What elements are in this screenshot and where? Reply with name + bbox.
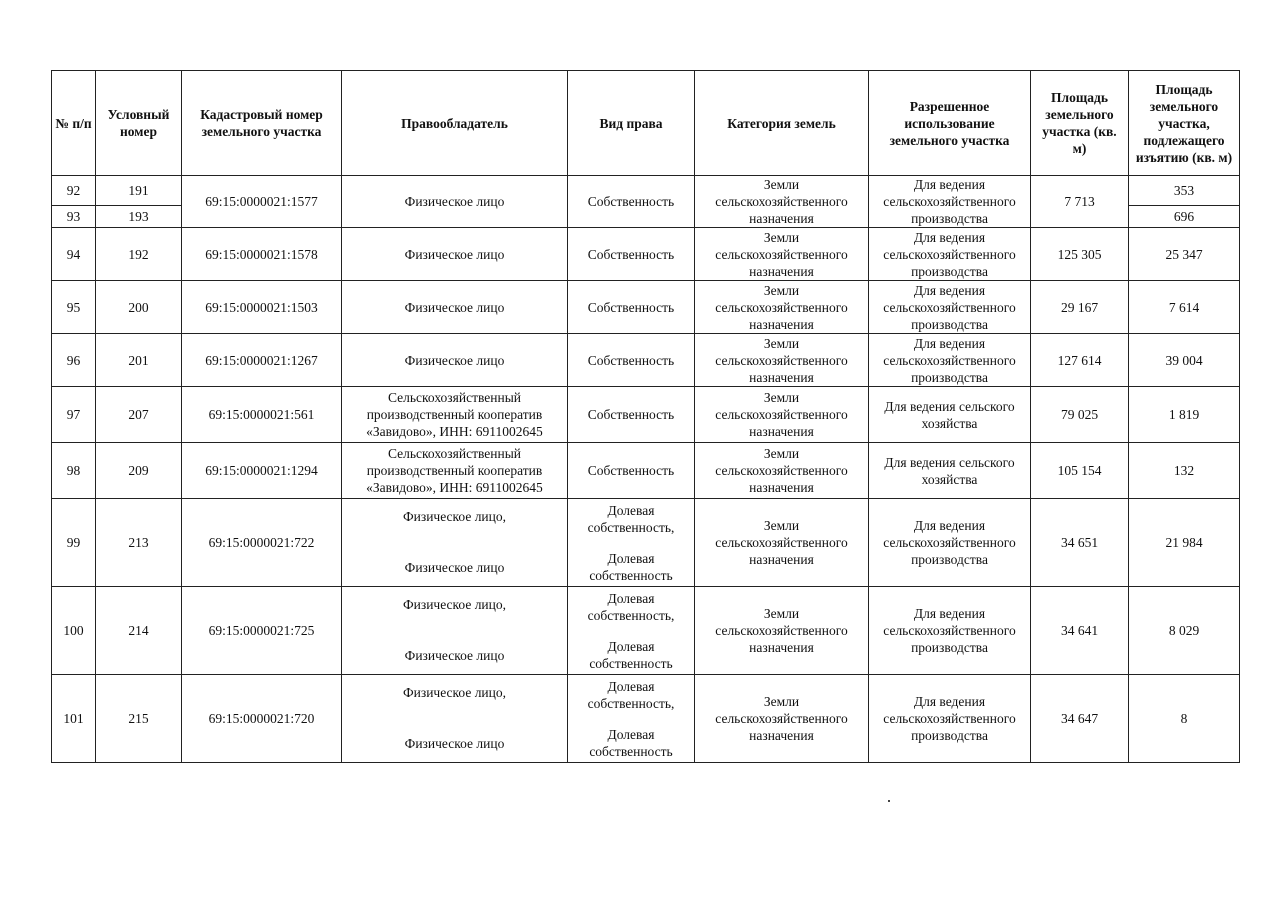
conditional-number: 214 <box>96 587 182 675</box>
table-row <box>52 228 1240 281</box>
owner-first: Физическое лицо, <box>402 684 507 700</box>
land-category: Земли сельскохозяйственного назначения <box>695 443 869 499</box>
table-row <box>52 443 1240 499</box>
owner: Сельскохозяйственный производственный кооператив «Завидово», ИНН: 6911002645 <box>342 387 568 443</box>
permitted-use: Для ведения сельскохозяйственного производства <box>869 675 1031 763</box>
col-header-owner: Правообладатель <box>342 71 568 176</box>
owner <box>342 587 568 675</box>
col-header-cadastral-number: Кадастровый номер земельного участка <box>182 71 342 176</box>
row-number: 94 <box>52 228 96 281</box>
right-type-first: Долевая собственность, <box>587 502 675 535</box>
conditional-number: 201 <box>96 334 182 387</box>
owner: Физическое лицо <box>342 281 568 334</box>
land-category: Земли сельскохозяйственного назначения <box>695 587 869 675</box>
table-row <box>52 334 1240 387</box>
table-row <box>52 675 1240 763</box>
col-header-plot-area: Площадь земельного участка (кв. м) <box>1031 71 1129 176</box>
seized-area: 7 614 <box>1129 281 1240 334</box>
land-category: Земли сельскохозяйственного назначения <box>695 387 869 443</box>
right-type <box>568 499 695 587</box>
permitted-use: Для ведения сельскохозяйственного производства <box>869 334 1031 387</box>
plot-area: 34 651 <box>1031 499 1129 587</box>
owner-second: Физическое лицо <box>404 735 505 751</box>
plot-area: 127 614 <box>1031 334 1129 387</box>
right-type <box>568 675 695 763</box>
seized-area: 39 004 <box>1129 334 1240 387</box>
right-type-second: Долевая собственность <box>589 550 673 583</box>
permitted-use: Для ведения сельскохозяйственного производства <box>869 281 1031 334</box>
right-type: Собственность <box>568 176 695 228</box>
col-header-right-type: Вид права <box>568 71 695 176</box>
cadastral-number: 69:15:0000021:1503 <box>182 281 342 334</box>
land-category: Земли сельскохозяйственного назначения <box>695 228 869 281</box>
permitted-use: Для ведения сельскохозяйственного производства <box>869 499 1031 587</box>
plot-area: 125 305 <box>1031 228 1129 281</box>
cadastral-number: 69:15:0000021:1577 <box>182 176 342 228</box>
row-number: 93 <box>52 205 96 227</box>
permitted-use: Для ведения сельскохозяйственного производства <box>869 176 1031 228</box>
col-header-seized-area: Площадь земельного участка, подлежащего изъятию (кв. м) <box>1129 71 1240 176</box>
cadastral-number: 69:15:0000021:1294 <box>182 443 342 499</box>
owner: Физическое лицо <box>342 334 568 387</box>
cadastral-number: 69:15:0000021:725 <box>182 587 342 675</box>
header-row <box>52 71 1240 176</box>
right-type-second: Долевая собственность <box>589 638 673 671</box>
row-number: 96 <box>52 334 96 387</box>
col-header-conditional-number: Условный номер <box>96 71 182 176</box>
cadastral-number: 69:15:0000021:1267 <box>182 334 342 387</box>
permitted-use: Для ведения сельскохозяйственного производства <box>869 587 1031 675</box>
permitted-use: Для ведения сельского хозяйства <box>869 443 1031 499</box>
table-row <box>52 387 1240 443</box>
owner-second: Физическое лицо <box>404 559 505 575</box>
row-number: 100 <box>52 587 96 675</box>
col-header-permitted-use: Разрешенное использование земельного участка <box>869 71 1031 176</box>
plot-area: 7 713 <box>1031 176 1129 228</box>
table-row <box>52 499 1240 587</box>
conditional-number: 207 <box>96 387 182 443</box>
land-category: Земли сельскохозяйственного назначения <box>695 176 869 228</box>
table-row <box>52 587 1240 675</box>
cadastral-number: 69:15:0000021:722 <box>182 499 342 587</box>
col-header-number: № п/п <box>52 71 96 176</box>
cadastral-number: 69:15:0000021:720 <box>182 675 342 763</box>
right-type: Собственность <box>568 387 695 443</box>
permitted-use: Для ведения сельского хозяйства <box>869 387 1031 443</box>
plot-area: 29 167 <box>1031 281 1129 334</box>
right-type: Собственность <box>568 334 695 387</box>
owner: Физическое лицо <box>342 176 568 228</box>
col-header-land-category: Категория земель <box>695 71 869 176</box>
scan-speck <box>888 800 890 802</box>
plot-area: 105 154 <box>1031 443 1129 499</box>
row-number: 95 <box>52 281 96 334</box>
right-type-first: Долевая собственность, <box>587 678 675 711</box>
owner: Сельскохозяйственный производственный кооператив «Завидово», ИНН: 6911002645 <box>342 443 568 499</box>
land-category: Земли сельскохозяйственного назначения <box>695 281 869 334</box>
seized-area: 8 029 <box>1129 587 1240 675</box>
owner-first: Физическое лицо, <box>402 596 507 612</box>
seized-area: 132 <box>1129 443 1240 499</box>
seized-area: 25 347 <box>1129 228 1240 281</box>
right-type-first: Долевая собственность, <box>587 590 675 623</box>
seized-area: 696 <box>1129 205 1240 227</box>
conditional-number: 215 <box>96 675 182 763</box>
land-category: Земли сельскохозяйственного назначения <box>695 675 869 763</box>
seized-area: 8 <box>1129 675 1240 763</box>
right-type-second: Долевая собственность <box>589 726 673 759</box>
conditional-number: 192 <box>96 228 182 281</box>
row-number: 97 <box>52 387 96 443</box>
land-plots-table <box>51 70 1240 763</box>
table-row <box>52 176 1240 206</box>
right-type: Собственность <box>568 281 695 334</box>
land-category: Земли сельскохозяйственного назначения <box>695 499 869 587</box>
conditional-number: 209 <box>96 443 182 499</box>
land-category: Земли сельскохозяйственного назначения <box>695 334 869 387</box>
plot-area: 79 025 <box>1031 387 1129 443</box>
conditional-number: 193 <box>96 205 182 227</box>
cadastral-number: 69:15:0000021:561 <box>182 387 342 443</box>
row-number: 101 <box>52 675 96 763</box>
owner <box>342 675 568 763</box>
permitted-use: Для ведения сельскохозяйственного производства <box>869 228 1031 281</box>
right-type <box>568 587 695 675</box>
table-row <box>52 281 1240 334</box>
right-type: Собственность <box>568 443 695 499</box>
seized-area: 21 984 <box>1129 499 1240 587</box>
conditional-number: 191 <box>96 176 182 206</box>
conditional-number: 200 <box>96 281 182 334</box>
row-number: 92 <box>52 176 96 206</box>
owner <box>342 499 568 587</box>
plot-area: 34 641 <box>1031 587 1129 675</box>
conditional-number: 213 <box>96 499 182 587</box>
row-number: 98 <box>52 443 96 499</box>
seized-area: 1 819 <box>1129 387 1240 443</box>
owner-first: Физическое лицо, <box>402 508 507 524</box>
row-number: 99 <box>52 499 96 587</box>
plot-area: 34 647 <box>1031 675 1129 763</box>
owner: Физическое лицо <box>342 228 568 281</box>
owner-second: Физическое лицо <box>404 647 505 663</box>
right-type: Собственность <box>568 228 695 281</box>
seized-area: 353 <box>1129 176 1240 206</box>
cadastral-number: 69:15:0000021:1578 <box>182 228 342 281</box>
